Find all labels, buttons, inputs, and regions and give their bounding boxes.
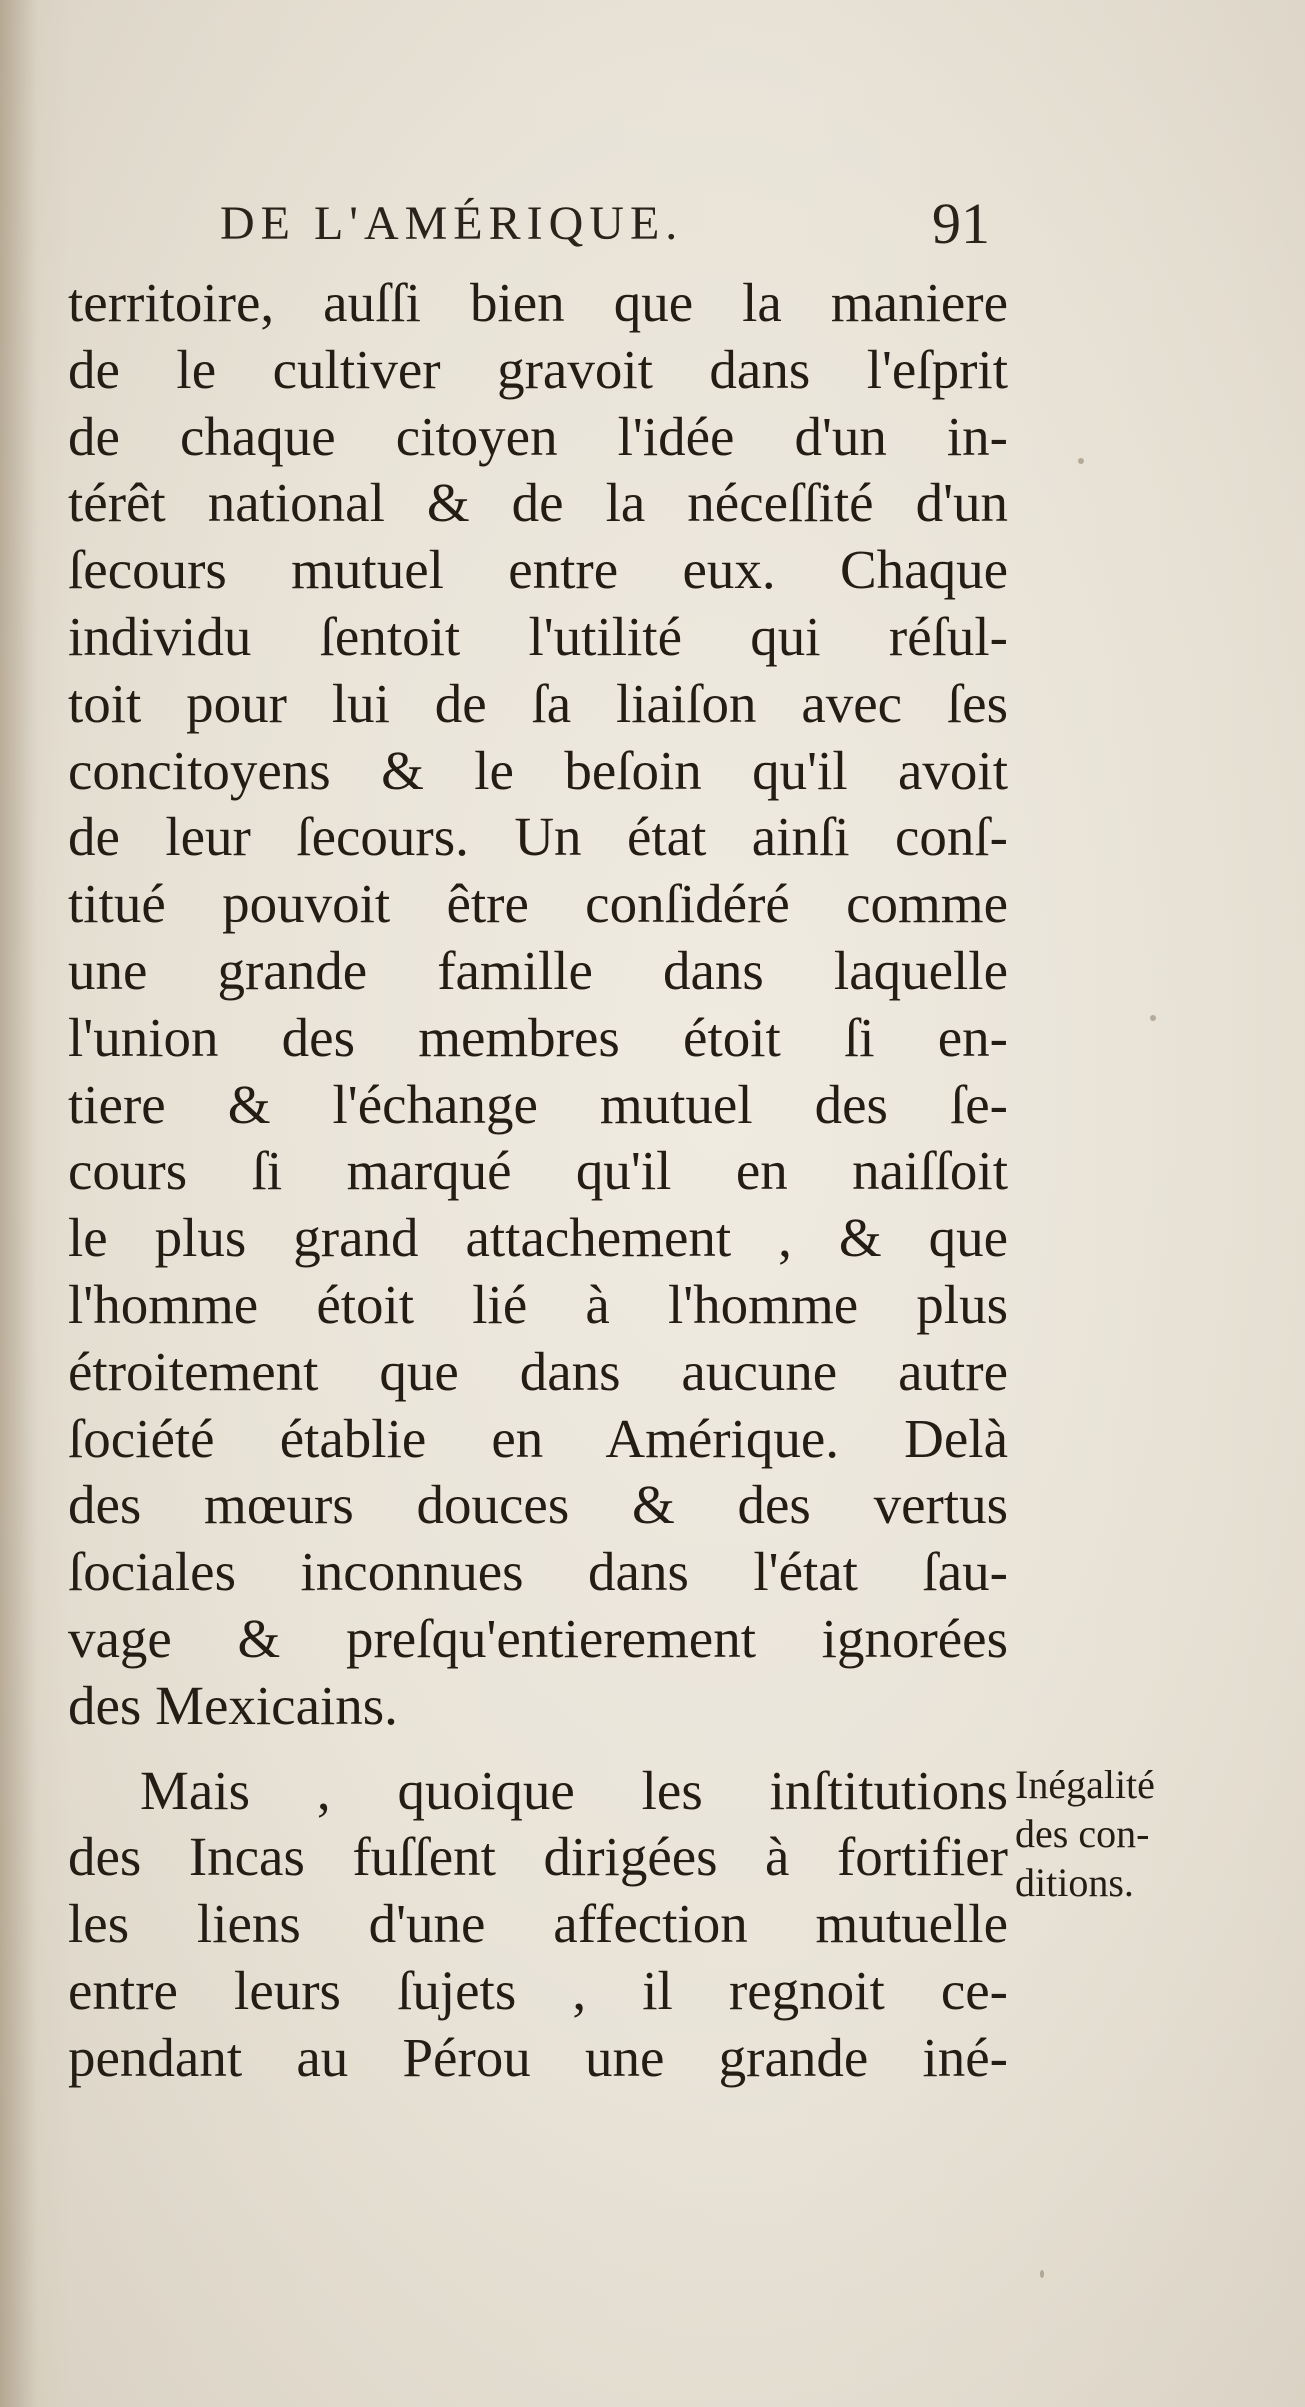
- text-line: tiere & l'échange mutuel des ſe-: [68, 1073, 1008, 1135]
- text-line: térêt national & de la néceſſité d'un: [68, 472, 1008, 534]
- text-line: l'homme étoit lié à l'homme plus: [68, 1273, 1008, 1335]
- text-line: individu ſentoit l'utilité qui réſul-: [68, 605, 1008, 667]
- text-line: concitoyens & le beſoin qu'il avoit: [68, 739, 1008, 801]
- paragraph-1: [68, 270, 1008, 1740]
- paper-speck: [1150, 1015, 1156, 1021]
- body-text: [68, 270, 1008, 2092]
- text-line: le plus grand attachement , & que: [68, 1207, 1008, 1269]
- text-line: étroitement que dans aucune autre: [68, 1340, 1008, 1402]
- text-line: toit pour lui de ſa liaiſon avec ſes: [68, 672, 1008, 734]
- text-line: des Incas fuſſent dirigées à fortifier: [68, 1826, 1008, 1888]
- text-line: ſecours mutuel entre eux. Chaque: [68, 539, 1008, 601]
- page-header: [220, 191, 1000, 266]
- text-line: les liens d'une affection mutuelle: [68, 1893, 1008, 1955]
- text-line: Mais , quoique les inſtitutions: [140, 1759, 1008, 1821]
- text-line: vage & preſqu'entierement ignorées: [68, 1607, 1008, 1669]
- text-line: de chaque citoyen l'idée d'un in-: [68, 405, 1008, 467]
- text-line: l'union des membres étoit ſi en-: [68, 1006, 1008, 1068]
- text-line: entre leurs ſujets , il regnoit ce-: [68, 1959, 1008, 2021]
- text-line: de le cultiver gravoit dans l'eſprit: [68, 338, 1008, 400]
- text-line: des Mexicains.: [68, 1674, 398, 1736]
- text-line: des mœurs douces & des vertus: [68, 1474, 1008, 1536]
- paragraph-gap: [68, 1740, 1008, 1758]
- paragraph-2: [68, 1758, 1008, 2092]
- text-line: pendant au Pérou une grande iné-: [68, 2026, 1008, 2088]
- margin-note-line: des con-: [1015, 1811, 1150, 1856]
- text-line: titué pouvoit être conſidéré comme: [68, 873, 1008, 935]
- text-line: ſociété établie en Amérique. Delà: [68, 1407, 1008, 1469]
- text-line: territoire, auſſi bien que la maniere: [68, 272, 1008, 333]
- page-number: 91: [932, 191, 990, 256]
- margin-note-line: Inégalité: [1015, 1762, 1155, 1807]
- binding-gutter-shadow: [0, 0, 38, 2407]
- text-line: ſociales inconnues dans l'état ſau-: [68, 1541, 1008, 1603]
- margin-note-line: ditions.: [1015, 1860, 1134, 1905]
- text-line: de leur ſecours. Un état ainſi conſ-: [68, 806, 1008, 868]
- paper-speck: [1078, 458, 1084, 464]
- text-line: une grande famille dans laquelle: [68, 939, 1008, 1001]
- running-head: DE L'AMÉRIQUE.: [220, 197, 684, 250]
- margin-note: [1015, 1760, 1195, 1907]
- paper-speck: [1040, 2270, 1044, 2278]
- text-line: cours ſi marqué qu'il en naiſſoit: [68, 1140, 1008, 1202]
